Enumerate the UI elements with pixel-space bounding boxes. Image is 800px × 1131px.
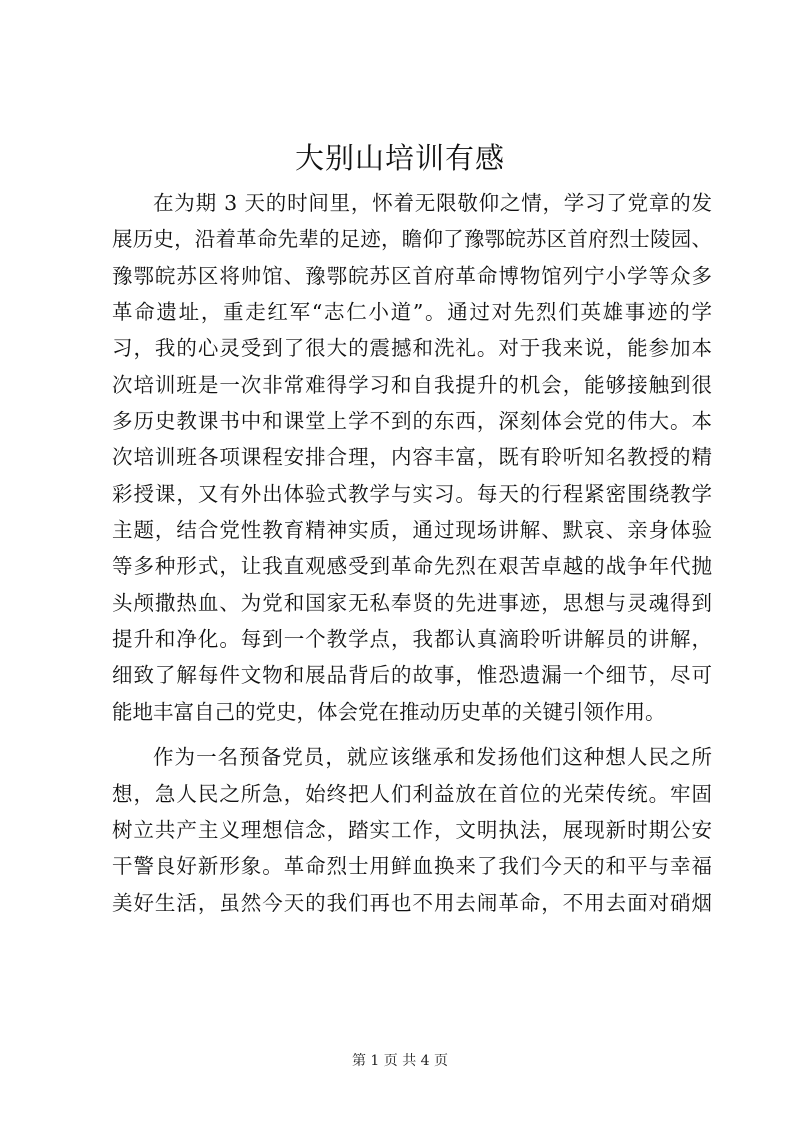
paragraph-line: 次培训班各项课程安排合理，内容丰富，既有聆听知名教授的精	[112, 445, 712, 470]
paragraph-1	[112, 185, 712, 730]
paragraph-line: 能地丰富自己的党史，体会党在推动历史革的关键引领作用。	[112, 699, 666, 724]
paragraph-line: 细致了解每件文物和展品背后的故事，惟恐遗漏一个细节，尽可	[112, 663, 712, 688]
paragraph-line: 提升和净化。每到一个教学点，我都认真滴聆听讲解员的讲解，	[112, 627, 712, 652]
paragraph-line: 彩授课，又有外出体验式教学与实习。每天的行程紧密围绕教学	[112, 481, 712, 506]
paragraph-line: 作为一名预备党员，就应该继承和发扬他们这种想人民之所	[153, 745, 712, 770]
paragraph-spacer	[112, 730, 712, 739]
paragraph-line: 习，我的心灵受到了很大的震撼和洗礼。对于我来说，能参加本	[112, 336, 712, 361]
paragraph-line: 豫鄂皖苏区将帅馆、豫鄂皖苏区首府革命博物馆列宁小学等众多	[112, 263, 712, 288]
paragraph-line: 主题，结合党性教育精神实质，通过现场讲解、默哀、亲身体验	[112, 518, 712, 543]
paragraph-line: 美好生活，虽然今天的我们再也不用去闹革命，不用去面对硝烟	[112, 890, 712, 915]
paragraph-line: 多历史教课书中和课堂上学不到的东西，深刻体会党的伟大。本	[112, 409, 712, 434]
paragraph-line: 树立共产主义理想信念，踏实工作，文明执法，展现新时期公安	[112, 817, 712, 842]
document-body	[112, 185, 712, 921]
paragraph-line: 等多种形式，让我直观感受到革命先烈在艰苦卓越的战争年代抛	[112, 554, 712, 579]
paragraph-line: 次培训班是一次非常难得学习和自我提升的机会，能够接触到很	[112, 372, 712, 397]
paragraph-line: 干警良好新形象。革命烈士用鲜血换来了我们今天的和平与幸福	[112, 854, 712, 879]
paragraph-line: 展历史，沿着革命先辈的足迹，瞻仰了豫鄂皖苏区首府烈士陵园、	[112, 227, 712, 252]
document-title: 大别山培训有感	[294, 141, 505, 175]
paragraph-2	[112, 739, 712, 921]
paragraph-line: 在为期 3 天的时间里，怀着无限敬仰之情，学习了党章的发	[153, 191, 712, 215]
paragraph-line: 想，急人民之所急，始终把人们利益放在首位的光荣传统。牢固	[112, 781, 712, 806]
paragraph-line: 革命遗址，重走红军“志仁小道”。通过对先烈们英雄事迹的学	[112, 300, 712, 325]
page-footer: 第 1 页 共 4 页	[351, 1053, 449, 1069]
paragraph-line: 头颅撒热血、为党和国家无私奉贤的先进事迹，思想与灵魂得到	[112, 590, 712, 615]
